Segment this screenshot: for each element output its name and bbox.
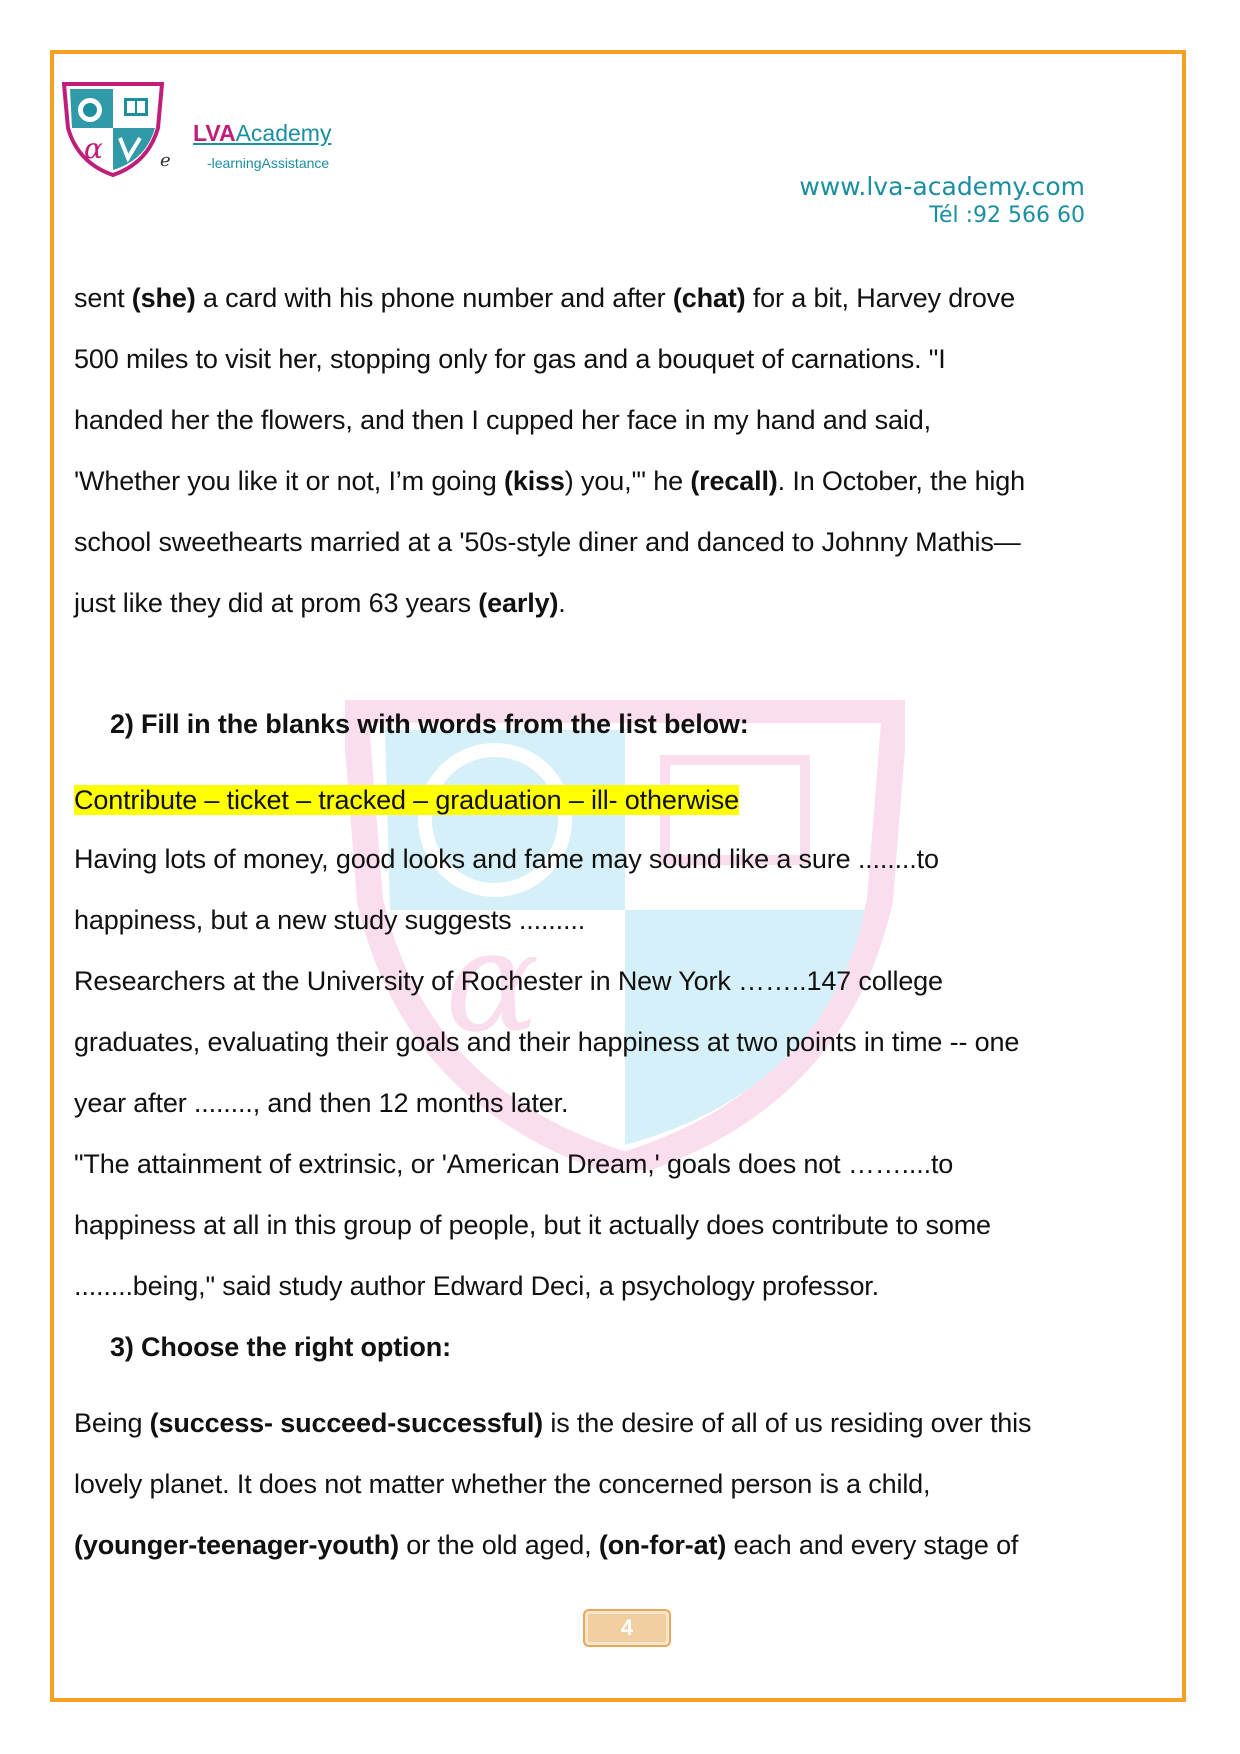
svg-text:α: α xyxy=(445,901,540,1064)
word-list-highlight: Contribute – ticket – tracked – graduation – ill- otherwise xyxy=(74,785,740,815)
section3-line-3: (younger-teenager-youth) or the old aged, (on-for-at) each and every stage of xyxy=(74,1530,1019,1560)
section2-line-2: happiness, but a new study suggests ......... xyxy=(74,905,586,935)
section2-line-7: happiness at all in this group of people, but it actually does contribute to some xyxy=(74,1210,991,1240)
brand-academy: Academy xyxy=(235,120,332,146)
word-list xyxy=(74,780,1174,839)
brand-name xyxy=(193,120,331,147)
section3-line-2: lovely planet. It does not matter whether the concerned person is a child, xyxy=(74,1469,931,1499)
page-content xyxy=(74,278,1174,1586)
section2-line-5: year after ........, and then 12 months later. xyxy=(74,1088,569,1118)
section2-heading: 2) Fill in the blanks with words from the list below: xyxy=(110,709,749,739)
website-url: www.lva-academy.com xyxy=(799,172,1085,201)
svg-text:α: α xyxy=(84,132,103,165)
section2-line-4: graduates, evaluating their goals and their happiness at two points in time -- one xyxy=(74,1027,1020,1057)
section2-line-1: Having lots of money, good looks and fame may sound like a sure ........to xyxy=(74,844,939,874)
lva-shield-logo-icon xyxy=(58,78,168,178)
section2-line-6: "The attainment of extrinsic, or 'American Dream,' goals does not ……....to xyxy=(74,1149,954,1179)
passage1-line-6: just like they did at prom 63 years (early). xyxy=(74,588,566,618)
section3-line-1: Being (success- succeed-successful) is the desire of all of us residing over this xyxy=(74,1408,1032,1438)
passage1-line-4: 'Whether you like it or not, I’m going (kiss) you,'" he (recall). In October, the high xyxy=(74,466,1026,496)
brand-lva: LVA xyxy=(193,120,236,146)
section2-line-3: Researchers at the University of Rochester in New York ……..147 college xyxy=(74,966,943,996)
logo-e-letter: e xyxy=(160,150,171,171)
section3-heading: 3) Choose the right option: xyxy=(110,1332,451,1362)
passage1-line-5: school sweethearts married at a '50s-style diner and danced to Johnny Mathis— xyxy=(74,527,1021,557)
passage1-line-2: 500 miles to visit her, stopping only for gas and a bouquet of carnations. "I xyxy=(74,344,946,374)
passage1-line-3: handed her the flowers, and then I cupped her face in my hand and said, xyxy=(74,405,931,435)
phone-number: Tél :92 566 60 xyxy=(929,203,1085,228)
section2-line-8: ........being," said study author Edward Deci, a psychology professor. xyxy=(74,1271,880,1301)
passage1-line-1: sent (she) a card with his phone number and after (chat) for a bit, Harvey drove xyxy=(74,283,1015,313)
page-number: 4 xyxy=(583,1609,671,1647)
brand-tagline: -learningAssistance xyxy=(207,155,330,171)
